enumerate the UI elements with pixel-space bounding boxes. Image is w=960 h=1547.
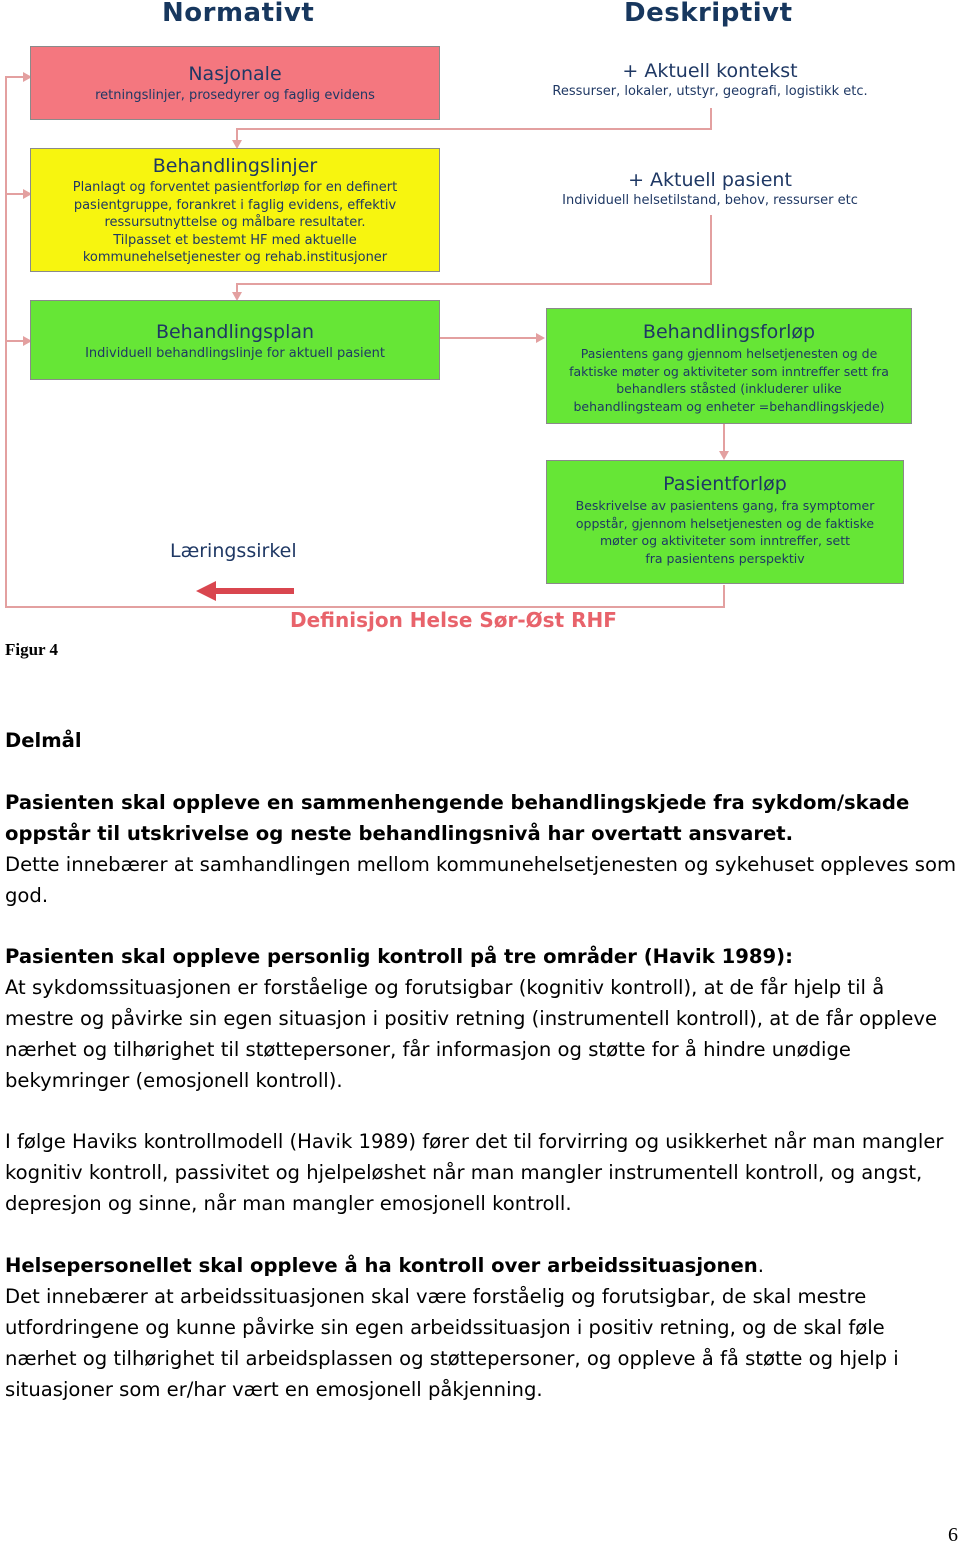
paragraph-1 <box>5 787 957 911</box>
paragraph-4-text: Det innebærer at arbeidssituasjonen skal være forståelig og forutsigbar, de skal mestre utfordringene og kunne påvirke sin egen arbeidssituasjon i positiv retning, og de skal føle nærhet og tilhørighet til arbeidsplassen og støttepersoner, og oppleve å få støtte og hjelp i situasjoner som er/har vært en emosjonell påkjenning. <box>5 1285 899 1401</box>
connector-kontekst-up <box>710 108 712 130</box>
page-number: 6 <box>948 1524 958 1546</box>
box-behandlingsplan-desc: Individuell behandlingslinje for aktuell pasient <box>85 346 385 361</box>
paragraph-1-bold: Pasienten skal oppleve en sammenhengende behandlingskjede fra sykdom/skade oppstår til utskrivelse og neste behandlingsnivå har overtatt ansvaret. <box>5 791 910 845</box>
connector-forlop-down <box>723 424 725 452</box>
loop-branch-behandlingsplan <box>5 340 25 342</box>
definition-credit: Definisjon Helse Sør-Øst RHF <box>290 608 617 632</box>
box-pasientforlop-title: Pasientforløp <box>663 473 787 495</box>
arrow-to-behandlingsforlop <box>536 333 545 343</box>
connector-pasient <box>236 283 711 285</box>
box-nasjonale-desc: retningslinjer, prosedyrer og faglig evidens <box>95 88 375 103</box>
figure-caption: Figur 4 <box>5 640 59 659</box>
heading-deskriptivt: Deskriptivt <box>624 0 793 28</box>
paragraph-3: I følge Haviks kontrollmodell (Havik 1989) fører det til forvirring og usikkerhet når man mangler kognitiv kontroll, passivitet og hjelpeløshet når man mangler instrumentell kontroll, og angst, depresjon og sinne, når man mangler emosjonell kontroll. <box>5 1130 944 1215</box>
box-behandlingsplan <box>30 300 440 380</box>
connector-plan-forlop <box>440 337 538 339</box>
aktuell-kontekst-desc: Ressurser, lokaler, utstyr, geografi, logistikk etc. <box>552 84 868 99</box>
box-behandlingslinjer <box>30 148 440 272</box>
paragraph-2-bold: Pasienten skal oppleve personlig kontroll på tre områder (Havik 1989): <box>5 945 793 968</box>
arrow-to-pasientforlop <box>719 451 729 460</box>
loop-branch-behandlingslinjer <box>5 193 25 195</box>
aktuell-kontekst <box>530 60 890 99</box>
aktuell-kontekst-title: + Aktuell kontekst <box>622 60 798 82</box>
loop-branch-nasjonale <box>5 76 25 78</box>
paragraph-1-text: Dette innebærer at samhandlingen mellom kommunehelsetjenesten og sykehuset oppleves som god. <box>5 853 957 907</box>
figure-diagram <box>0 0 960 640</box>
box-behandlingslinjer-desc: Planlagt og forventet pasientforløp for en definert pasientgruppe, forankret i faglig evidens, effektiv ressursutnyttelse og målbare resultater. Tilpasset et bestemt HF med aktuelle kommunehelsetjenester og rehab.institusjoner <box>72 180 398 265</box>
aktuell-pasient-desc: Individuell helsetilstand, behov, ressurser etc <box>562 193 858 208</box>
paragraph-4-bold-tail: . <box>757 1254 764 1277</box>
connector-kontekst <box>236 128 711 130</box>
paragraph-2-text: At sykdomssituasjonen er forståelige og forutsigbar (kognitiv kontroll), at de får hjelp til å mestre og påvirke sin egen situasjon i positiv retning (instrumentell kontroll), at de får oppleve nærhet og tilhørighet til støttepersoner, får informasjon og støtte for å hindre unødige bekymringer (emosjonell kontroll). <box>5 976 938 1092</box>
connector-pasient-up <box>710 215 712 285</box>
box-behandlingsplan-title: Behandlingsplan <box>155 321 315 343</box>
box-nasjonale-title: Nasjonale <box>188 63 282 85</box>
box-pasientforlop <box>546 460 904 584</box>
paragraph-4-bold: Helsepersonellet skal oppleve å ha kontroll over arbeidssituasjonen <box>5 1254 758 1277</box>
paragraph-4 <box>5 1250 957 1405</box>
paragraph-2 <box>5 941 957 1096</box>
box-behandlingslinjer-title: Behandlingslinjer <box>152 155 318 177</box>
learning-arrow-icon <box>196 579 296 603</box>
learning-circle-label: Læringssirkel <box>170 540 297 562</box>
box-pasientforlop-desc: Beskrivelse av pasientens gang, fra symptomer oppstår, gjennom helsetjenesten og de faktiske møter og aktiviteter som inntreffer, sett fra pasientens perspektiv <box>575 498 875 566</box>
box-behandlingsforlop <box>546 308 912 424</box>
box-behandlingsforlop-desc: Pasientens gang gjennom helsetjenesten og de faktiske møter og aktiviteter som inntreffer sett fra behandlers ståsted (inkluderer ulike behandlingsteam og enheter =behandlingskjede) <box>569 346 889 414</box>
box-nasjonale <box>30 46 440 120</box>
box-behandlingsforlop-title: Behandlingsforløp <box>642 321 816 343</box>
aktuell-pasient-title: + Aktuell pasient <box>628 169 792 191</box>
learning-loop-right-line <box>723 585 725 608</box>
heading-normativt: Normativt <box>162 0 315 28</box>
aktuell-pasient <box>530 169 890 208</box>
delmal-heading: Delmål <box>5 729 82 752</box>
